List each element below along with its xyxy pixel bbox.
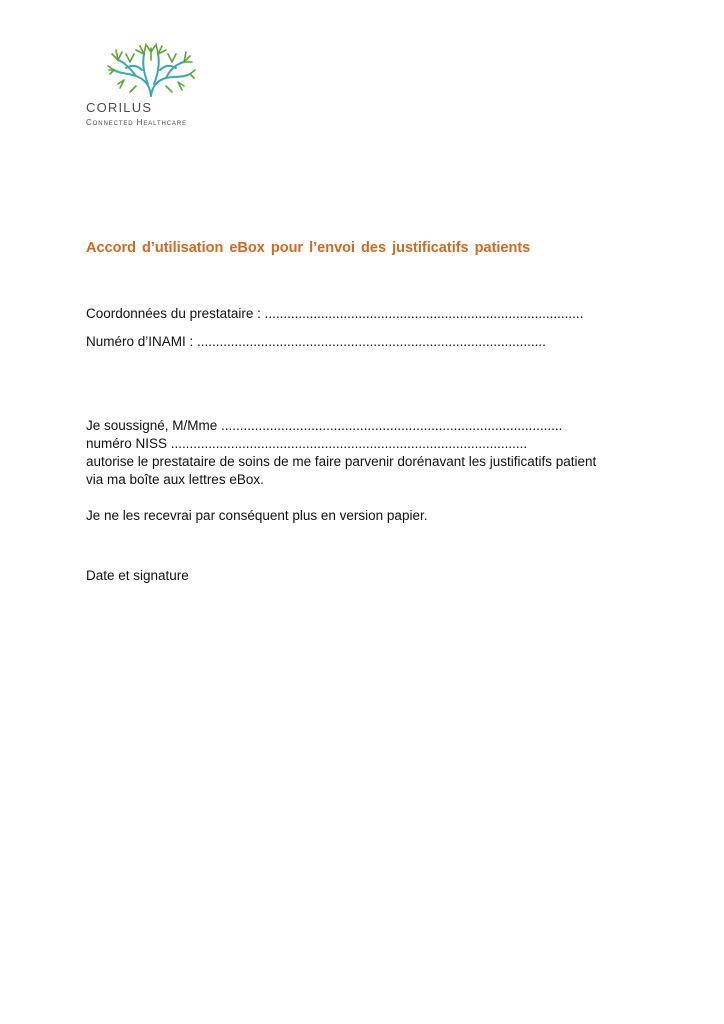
undersigned-fill-dots: ........................................................................................... — [221, 418, 563, 433]
niss-line — [86, 435, 527, 452]
provider-line — [86, 305, 583, 322]
provider-label: Coordonnées du prestataire : — [86, 306, 265, 321]
inami-label: Numéro d’INAMI : — [86, 334, 198, 349]
tree-logo-icon — [106, 40, 196, 98]
document-title: Accord d’utilisation eBox pour l’envoi des justificatifs patients — [86, 240, 531, 256]
date-signature-label: Date et signature — [86, 568, 189, 583]
provider-fill-dots: ..................................................................................... — [264, 306, 584, 321]
logo-company-name: CORILUS — [86, 100, 153, 115]
inami-line — [86, 333, 546, 350]
undersigned-line — [86, 417, 562, 434]
logo-tagline: Connected Healthcare — [86, 118, 188, 127]
niss-fill-dots: ............................................................................................... — [170, 436, 528, 451]
authorize-text-line-2: via ma boîte aux lettres eBox. — [86, 472, 264, 487]
no-paper-statement: Je ne les recevrai par conséquent plus en version papier. — [86, 508, 428, 523]
undersigned-label: Je soussigné, M/Mme — [86, 418, 222, 433]
authorize-text-line-1: autorise le prestataire de soins de me faire parvenir dorénavant les justificatifs patient — [86, 454, 597, 469]
inami-fill-dots: ............................................................................................. — [197, 334, 546, 349]
corilus-logo — [86, 40, 216, 130]
niss-label: numéro NISS — [86, 436, 171, 451]
